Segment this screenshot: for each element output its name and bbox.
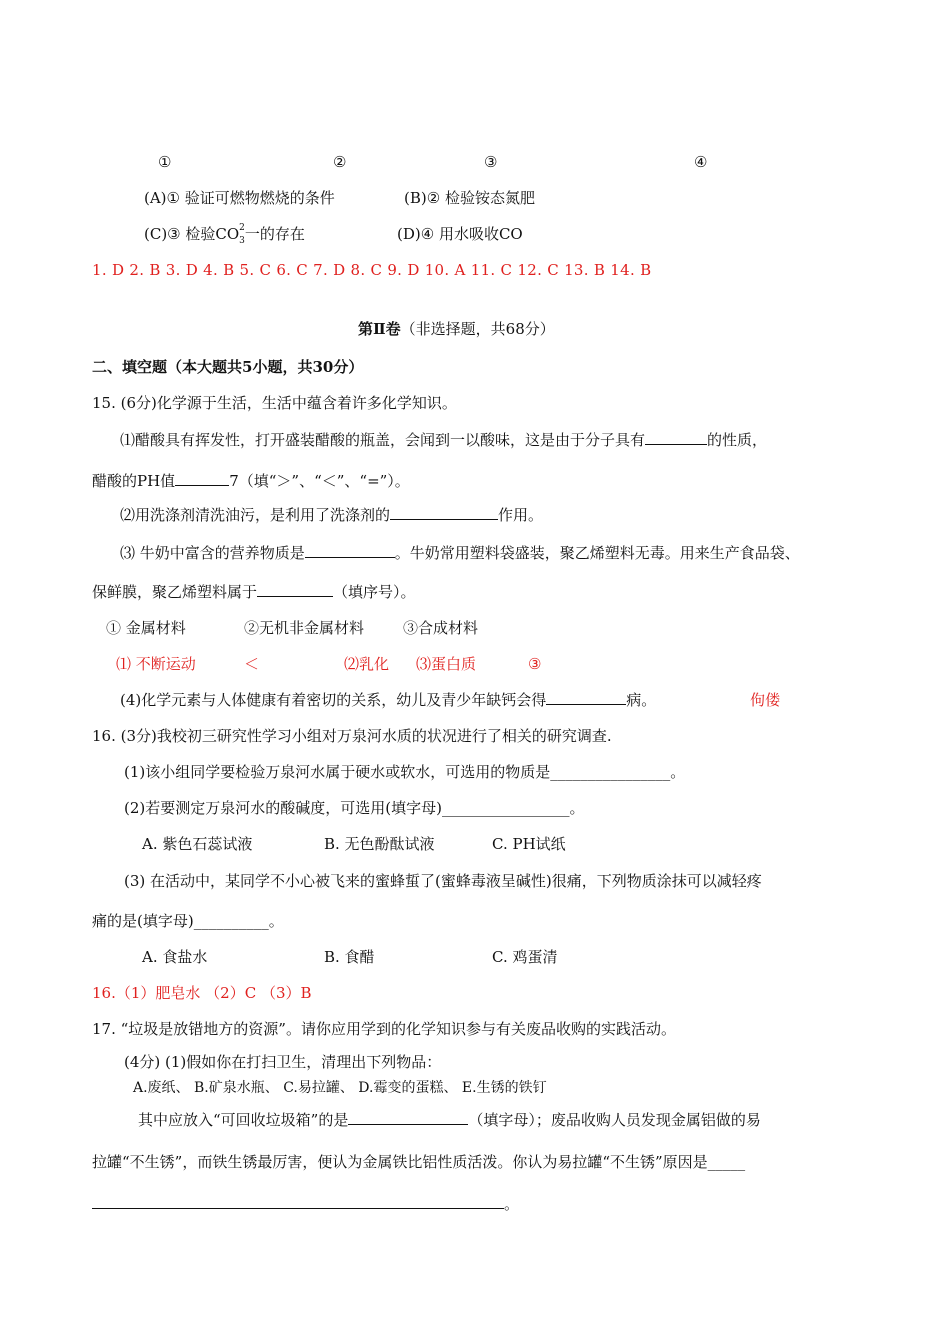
q15-p3-b: 。牛奶常用塑料袋盛装，聚乙烯塑料无毒。用来生产食品袋、 xyxy=(394,544,800,562)
q15-p2-b: 作用。 xyxy=(498,506,544,524)
q17-p2 xyxy=(138,1110,761,1130)
q16-p3-option-a: A. 食盐水 xyxy=(142,948,208,966)
figure-label-3: ③ xyxy=(484,153,498,171)
q15-p3-a: ⑶ 牛奶中富含的营养物质是 xyxy=(120,544,305,562)
option-c-text: (C)③ 检验CO xyxy=(144,225,240,243)
q15-p1-line2 xyxy=(92,471,410,491)
q17-p2-a: 其中应放入“可回收垃圾箱”的是 xyxy=(138,1111,349,1129)
q15-answer-4: ⑶蛋白质 xyxy=(416,655,477,673)
q15-p2-a: ⑵用洗涤剂清洗油污，是利用了洗涤剂的 xyxy=(120,506,391,524)
option-b: (B)② 检验铵态氮肥 xyxy=(404,189,535,207)
q16-p2: (2)若要测定万泉河水的酸碱度，可选用(填字母)_________________。 xyxy=(124,799,585,817)
q17-blank-2-thick xyxy=(142,1208,250,1209)
q15-p1-d: 7（填“＞”、“＜”、“=”）。 xyxy=(229,472,410,490)
q15-p3-line2 xyxy=(92,582,416,602)
q15-blank-1[interactable] xyxy=(645,430,707,445)
figure-label-4: ④ xyxy=(694,153,708,171)
q15-p3-d: （填序号）。 xyxy=(333,583,416,601)
q17-blank-1[interactable] xyxy=(348,1110,468,1125)
q15-blank-6[interactable] xyxy=(546,690,626,705)
q15-p1-b: 的性质， xyxy=(707,431,768,449)
q15-blank-3[interactable] xyxy=(390,505,498,520)
q15-blank-5[interactable] xyxy=(257,582,333,597)
q17-stem: 17. “垃圾是放错地方的资源”。请你应用学到的化学知识参与有关废品收购的实践活动。 xyxy=(92,1020,676,1038)
q16-p2-option-a: A. 紫色石蕊试液 xyxy=(142,835,253,853)
q15-blank-2[interactable] xyxy=(175,471,229,486)
option-d: (D)④ 用水吸收CO xyxy=(397,225,523,243)
q16-p2-option-c: C. PH试纸 xyxy=(492,835,566,853)
option-c-sub: 3 xyxy=(239,236,245,246)
q15-answer-3: ⑵乳化 xyxy=(344,655,390,673)
q16-p3-line2: 痛的是(填字母)__________。 xyxy=(92,912,284,930)
q15-p4-answer: 佝偻 xyxy=(750,691,781,709)
figure-label-2: ② xyxy=(333,153,347,171)
q15-answer-2: ＜ xyxy=(244,655,260,673)
q17-items: A.废纸、 B.矿泉水瓶、 C.易拉罐、 D.霉变的蛋糕、 E.生锈的铁钉 xyxy=(133,1080,547,1096)
q16-p1: (1)该小组同学要检验万泉河水属于硬水或软水，可选用的物质是________________。 xyxy=(124,763,686,781)
q15-answer-1: ⑴ 不断运动 xyxy=(116,655,196,673)
part2-title xyxy=(358,319,555,339)
q15-stem: 15. (6分)化学源于生活，生活中蕴含着许多化学知识。 xyxy=(92,394,457,412)
q16-p2-option-b: B. 无色酚酞试液 xyxy=(324,835,435,853)
q15-p3-c: 保鲜膜，聚乙烯塑料属于 xyxy=(92,583,258,601)
q15-p1-line1 xyxy=(120,430,767,450)
q15-blank-4[interactable] xyxy=(305,543,395,558)
q15-p2 xyxy=(120,505,543,525)
answers-line: 1. D 2. B 3. D 4. B 5. C 6. C 7. D 8. C 9. D 10. A 11. C 12. C 13. B 14. B xyxy=(92,261,652,279)
q17-p4 xyxy=(92,1194,519,1214)
option-a: (A)① 验证可燃物燃烧的条件 xyxy=(144,189,335,207)
part2-title-bold: 第Ⅱ卷 xyxy=(358,320,401,338)
option-c xyxy=(144,224,305,251)
q15-p3-line1 xyxy=(120,543,800,563)
q17-p3: 拉罐“不生锈”，而铁生锈最厉害，便认为金属铁比铝性质活泼。你认为易拉罐“不生锈”原因是_____ xyxy=(92,1153,746,1171)
q15-material-3: ③合成材料 xyxy=(403,619,479,637)
q16-p3-option-c: C. 鸡蛋清 xyxy=(492,948,558,966)
q15-p1-c: 醋酸的PH值 xyxy=(92,472,176,490)
q15-material-1: ① 金属材料 xyxy=(106,619,186,637)
figure-label-1: ① xyxy=(158,153,172,171)
q15-p4 xyxy=(120,690,656,710)
q17-p2-b: （填字母）；废品收购人员发现金属铝做的易 xyxy=(468,1111,761,1129)
q15-answer-5: ③ xyxy=(528,655,542,673)
q15-p4-b: 病。 xyxy=(626,691,657,709)
part2-title-rest: （非选择题，共68分） xyxy=(400,320,555,338)
option-c-sup: 2 xyxy=(239,223,245,233)
q15-p1-a: ⑴醋酸具有挥发性，打开盛装醋酸的瓶盖，会闻到一以酸味，这是由于分子具有 xyxy=(120,431,646,449)
q16-p3-option-b: B. 食醋 xyxy=(324,948,375,966)
q17-p1: (4分) (1)假如你在打扫卫生，清理出下列物品： xyxy=(124,1053,442,1071)
q16-p3-line1: (3) 在活动中，某同学不小心被飞来的蜜蜂蜇了(蜜蜂毒液呈碱性)很痛，下列物质涂抹可以减轻疼 xyxy=(124,872,762,890)
q16-stem: 16. (3分)我校初三研究性学习小组对万泉河水质的状况进行了相关的研究调查. xyxy=(92,727,612,745)
q17-p4-end: 。 xyxy=(504,1195,520,1213)
option-c-tail: 一的存在 xyxy=(244,225,305,243)
q15-p4-a: (4)化学元素与人体健康有着密切的关系，幼儿及青少年缺钙会得 xyxy=(120,691,547,709)
q15-material-2: ②无机非金属材料 xyxy=(244,619,365,637)
q16-answer: 16.（1）肥皂水 （2）C （3）B xyxy=(92,984,312,1002)
section2-title: 二、填空题（本大题共5小题，共30分） xyxy=(92,358,364,376)
